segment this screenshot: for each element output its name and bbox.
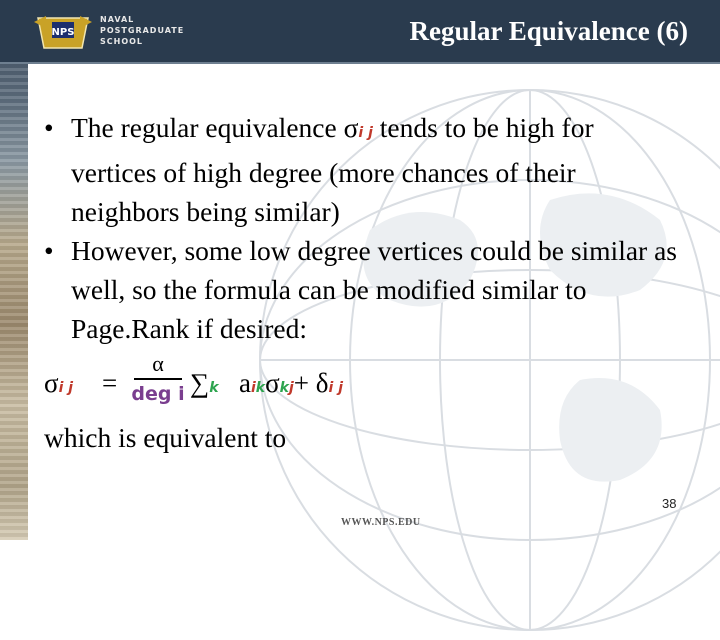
slide-header [0,0,720,64]
slide-body [44,108,684,416]
formula-sigma-2: σ [265,368,280,398]
formula-numerator: α [152,351,164,376]
school-name-line: POSTGRADUATE [100,26,185,35]
formula-terms [239,364,343,408]
formula-denominator: deg i [131,383,185,405]
page-number: 38 [662,496,677,511]
formula-equals: = [102,368,118,398]
footer-url: WWW.NPS.EDU [341,517,421,528]
school-name-line: SCHOOL [100,37,144,46]
bullet-item [44,231,684,348]
school-name [100,14,184,47]
formula-a: a [239,368,251,398]
formula-sigma-2-sub-k: k [279,380,289,396]
bullet-text: The regular equivalence [71,112,344,143]
formula-a-sub-k: k [255,380,266,396]
formula-sigma: σ [44,368,59,398]
bullet-marker: • [44,235,54,266]
formula-delta-subscript: i j [328,380,343,396]
bullet-marker: • [44,112,54,143]
sum-symbol: ∑ [190,368,210,398]
formula-summation [190,364,219,408]
sum-subscript: k [209,380,219,396]
slide-title: Regular Equivalence (6) [409,16,688,46]
nps-badge-text: NPS [51,27,75,38]
formula-delta: δ [315,368,329,398]
formula-lhs-subscript: i j [58,380,74,396]
bullet-text: tends to be high for vertices of high degree (more chances of their neighbors being similar) [71,112,594,227]
sigma-subscript: i j [358,125,373,141]
formula-plus: + [293,368,316,398]
formula-sigma-2-sub-j: j [288,380,294,396]
formula-a-sub-i: i [250,380,256,396]
formula-lhs [44,364,73,408]
school-name-line: NAVAL [100,15,135,24]
nps-seal-logo-icon [32,8,94,52]
background-photo-strip [0,0,28,540]
formula-fraction [130,350,186,408]
sigma-symbol: σ [343,112,359,143]
closing-text: which is equivalent to [44,422,287,453]
bullet-text: However, some low degree vertices could be similar as well, so the formula can be modified similar to Page.Rank if desired: [71,235,677,344]
bullet-item [44,108,684,231]
regular-equivalence-formula [44,350,684,416]
